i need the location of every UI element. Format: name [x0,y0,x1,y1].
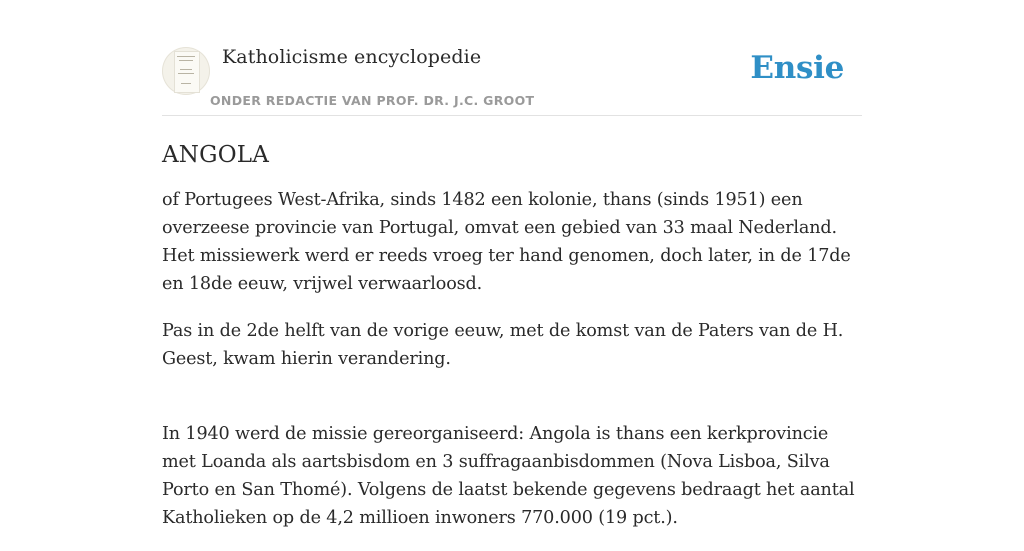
article-paragraph: of Portugees West-Afrika, sinds 1482 een kolonie, thans (sinds 1951) een overzeese provincie van Portugal, omvat een gebied van 33 maal Nederland. Het missiewerk werd er reeds vroeg ter hand genomen, doch later, in de 17de en 18de eeuw, vrijwel verwaarloosd. [162,190,851,294]
article-paragraph: In 1940 werd de missie gereorganiseerd: Angola is thans een kerkprovincie met Loanda als aartsbisdom en 3 suffragaanbisdommen (Nova Lisboa, Silva Porto en San Thomé). Volgens de laatst bekende gegevens bedraagt het aantal Katholieken op de 4,2 millioen inwoners 770.000 (19 pct.). [162,424,855,528]
ensie-logo-link[interactable]: Ensie [750,50,844,86]
cover-text-line [177,56,195,57]
article-title: ANGOLA [162,142,270,168]
cover-text-line [180,69,192,70]
site-header [162,44,862,116]
article-body [162,138,862,551]
cover-page-shape [174,51,200,93]
encyclopedia-cover-icon[interactable] [162,47,210,95]
editor-credit: ONDER REDACTIE VAN PROF. DR. J.C. GROOT [210,93,535,108]
paragraph-gap [162,392,862,420]
cover-text-line [178,73,194,74]
article-paragraph: Pas in de 2de helft van de vorige eeuw, met de komst van de Paters van de H. Geest, kwam hierin verandering. [162,321,844,369]
cover-text-line [179,60,193,61]
cover-text-line [181,83,191,84]
encyclopedia-title-link[interactable]: Katholicisme encyclopedie [222,46,482,68]
